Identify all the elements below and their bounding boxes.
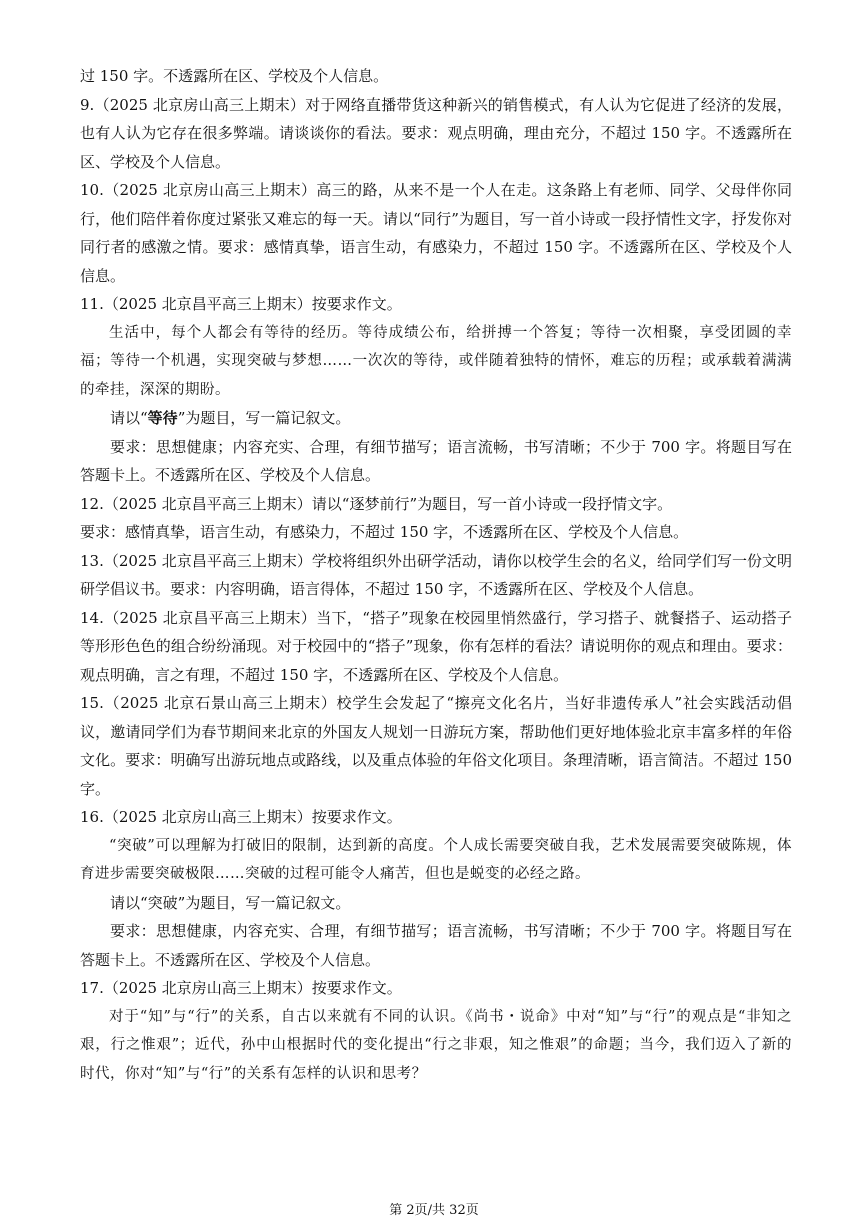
question-12: 12.（2025 北京昌平高三上期末）请以“逐梦前行”为题目，写一首小诗或一段抒情文字。 [80, 494, 673, 513]
paragraph-continuation: 过 150 字。不透露所在区、学校及个人信息。 [80, 67, 389, 85]
question-9: 9.（2025 北京房山高三上期末）对于网络直播带货这种新兴的销售模式，有人认为它促进了经济的发展，也有人认为它存在很多弊端。请谈谈你的看法。要求：观点明确，理由充分，不超过 150 字。不透露所在区、学校及个人信息。 [80, 95, 792, 171]
question-11-material: 生活中，每个人都会有等待的经历。等待成绩公布，给拼搏一个答复；等待一次相聚，享受团圆的幸福；等待一个机遇，实现突破与梦想……一次次的等待，或伴随着独特的情怀，难忘的历程；或承载着满满的牵挂，深深的期盼。 [80, 324, 792, 398]
page-number: 第 2页/共 32页 [389, 1203, 479, 1218]
prompt-suffix: ”为题目，写一篇记叙文。 [177, 409, 351, 427]
prompt-prefix: 请以“ [110, 409, 148, 427]
document-body [80, 62, 792, 1088]
question-16-material: “突破”可以理解为打破旧的限制，达到新的高度。个人成长需要突破自我，艺术发展需要突破陈规，体育进步需要突破极限……突破的过程可能令人痛苦，但也是蜕变的必经之路。 [80, 837, 792, 882]
question-10: 10.（2025 北京房山高三上期末）高三的路，从来不是一个人在走。这条路上有老师、同学、父母伴你同行，他们陪伴着你度过紧张又难忘的每一天。请以“同行”为题目，写一首小诗或一段抒情性文字，抒发你对同行者的感激之情。要求：感情真挚，语言生动，有感染力，不超过 150 字。不透露所在区、学校及个人信息。 [80, 181, 792, 285]
essay-title-bold: 等待 [147, 409, 178, 427]
question-14: 14.（2025 北京昌平高三上期末）当下，“搭子”现象在校园里悄然盛行，学习搭子、就餐搭子、运动搭子等形形色色的组合纷纷涌现。对于校园中的“搭子”现象，你有怎样的看法？请说明你的观点和理由。要求：观点明确，言之有理，不超过 150 字，不透露所在区、学校及个人信息。 [80, 608, 792, 684]
question-13: 13.（2025 北京昌平高三上期末）学校将组织外出研学活动，请你以校学生会的名义，给同学们写一份文明研学倡议书。要求：内容明确，语言得体，不超过 150 字，不透露所在区、学校及个人信息。 [80, 551, 792, 598]
question-15: 15.（2025 北京石景山高三上期末）校学生会发起了“擦亮文化名片，当好非遗传承人”社会实践活动倡议，邀请同学们为春节期间来北京的外国友人规划一日游玩方案，帮助他们更好地体验北京丰富多样的年俗文化。要求：明确写出游玩地点或路线，以及重点体验的年俗文化项目。条理清晰，语言简洁。不超过 150 字。 [80, 694, 792, 798]
question-17-heading: 17.（2025 北京房山高三上期末）按要求作文。 [80, 979, 402, 997]
question-17-material: 对于“知”与“行”的关系，自古以来就有不同的认识。《尚书・说命》中对“知”与“行”的观点是“非知之艰，行之惟艰”；近代，孙中山根据时代的变化提出“行之非艰，知之惟艰”的命题；当今，我们迈入了新的时代，你对“知”与“行”的关系有怎样的认识和思考？ [80, 1008, 792, 1082]
question-16-requirements: 要求：思想健康，内容充实、合理，有细节描写；语言流畅，书写清晰；不少于 700 字。将题目写在答题卡上。不透露所在区、学校及个人信息。 [80, 922, 792, 969]
question-16-prompt: 请以“突破”为题目，写一篇记叙文。 [110, 893, 351, 912]
question-16-heading: 16.（2025 北京房山高三上期末）按要求作文。 [80, 808, 402, 826]
question-11-prompt [80, 404, 792, 433]
question-11-requirements: 要求：思想健康；内容充实、合理，有细节描写；语言流畅，书写清晰；不少于 700 字。将题目写在答题卡上。不透露所在区、学校及个人信息。 [80, 437, 792, 484]
question-12-requirements: 要求：感情真挚，语言生动，有感染力，不超过 150 字，不透露所在区、学校及个人信息。 [80, 523, 689, 541]
question-11-heading: 11.（2025 北京昌平高三上期末）按要求作文。 [80, 295, 402, 313]
